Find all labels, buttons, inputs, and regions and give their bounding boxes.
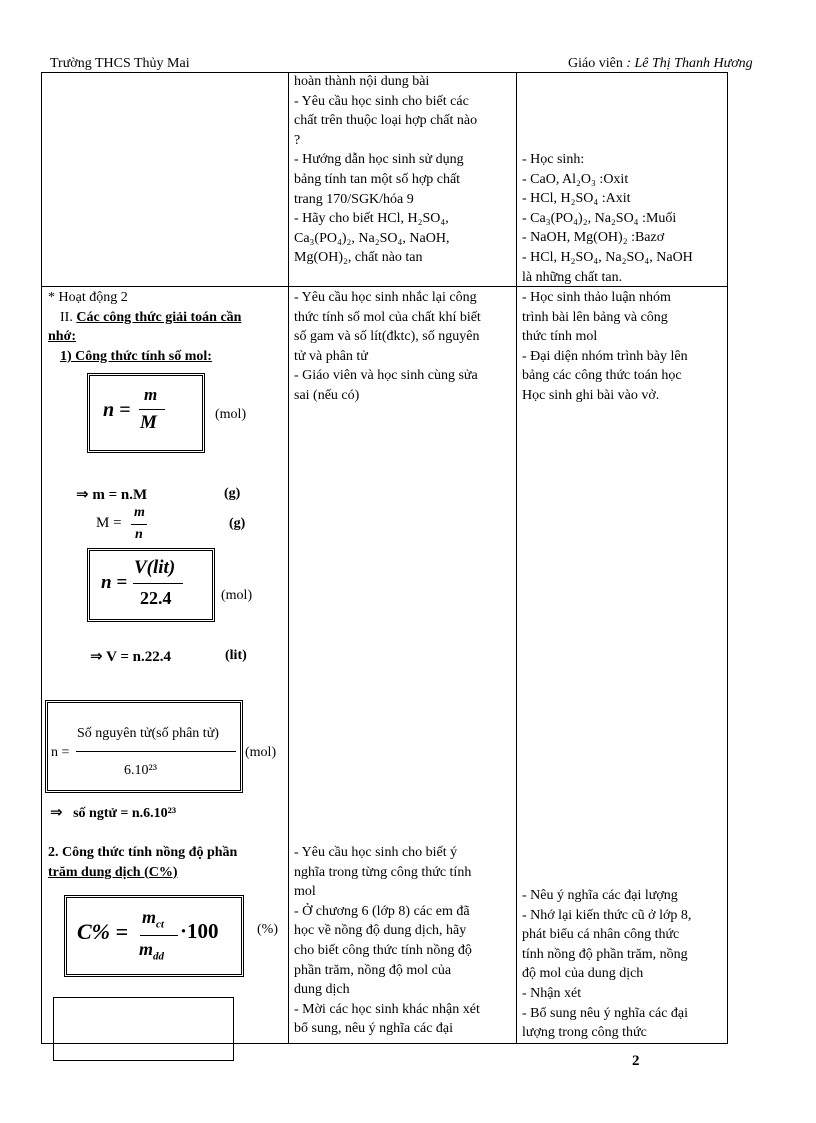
row2-student-activity-a <box>522 288 725 406</box>
text-line: - Bổ sung nêu ý nghĩa các đại <box>522 1005 689 1021</box>
text-line: - Yêu cầu học sinh cho biết các <box>294 93 469 109</box>
text-line: là những chất tan. <box>522 269 623 285</box>
formula-lhs: n = <box>103 399 131 421</box>
formula2-title <box>48 843 284 882</box>
formula-unit: (mol) <box>215 407 247 422</box>
fraction-bar <box>139 409 165 410</box>
text-line: thức tính mol <box>522 329 598 345</box>
text-line: - Mời các học sinh khác nhận xét <box>294 1001 480 1017</box>
formula-denominator: 6.10²³ <box>124 763 157 778</box>
formula1-title: 1) Công thức tính số mol: <box>60 348 212 364</box>
text-line: Học sinh ghi bài vào vở. <box>522 387 660 403</box>
section-number: II. <box>60 309 73 325</box>
text-line: trang 170/SGK/hóa 9 <box>294 191 414 207</box>
formula-lhs: n = <box>101 572 128 593</box>
fraction-bar <box>133 583 183 584</box>
text-line: - CaO, Al₂O₃ :Oxit <box>522 171 629 187</box>
text-line: Ca₃(PO₄)₂, Na₂SO₄, NaOH, <box>294 230 450 246</box>
text-line: - Ca₃(PO₄)₂, Na₂SO₄ :Muối <box>522 210 677 226</box>
table-border-left <box>41 72 42 1044</box>
text-line: - Nhớ lại kiến thức cũ ở lớp 8, <box>522 907 692 923</box>
text-line: Mg(OH)₂, chất nào tan <box>294 250 423 266</box>
text-line: - Học sinh: <box>522 152 585 167</box>
formula-unit: (mol) <box>221 588 253 603</box>
table-divider-1 <box>288 72 289 1044</box>
formula-lhs: C% = <box>77 919 129 944</box>
formula-lhs: M = <box>96 515 122 531</box>
text-line: phần trăm, nồng độ mol của <box>294 962 452 978</box>
row1-student-activity <box>522 150 725 287</box>
text-line: - Giáo viên và học sinh cùng sửa <box>294 368 478 384</box>
text-line: - Học sinh thảo luận nhóm <box>522 290 671 305</box>
row2-student-activity-b <box>522 886 725 1043</box>
formula-numerator: m <box>134 505 145 520</box>
fraction-bar <box>131 524 147 525</box>
formula-atoms <box>50 803 176 822</box>
text-line: nghĩa trong từng công thức tính <box>294 864 472 880</box>
implies-arrow-icon: ⇒ <box>50 803 63 821</box>
formula-unit: (mol) <box>245 745 277 760</box>
teacher-info <box>568 56 753 72</box>
row2-teacher-activity-b <box>294 843 512 1039</box>
text-line: - Hãy cho biết HCl, H₂SO₄, <box>294 211 449 227</box>
formula-particles-box <box>45 700 243 793</box>
text-line: mol <box>294 884 316 900</box>
formula-text: V = n.22.4 <box>106 649 172 665</box>
formula-text: m = n.M <box>92 487 148 503</box>
text-line: số gam và số lít(đktc), số nguyên <box>294 329 480 345</box>
table-border-right <box>727 72 728 1044</box>
formula-volume <box>90 647 171 666</box>
text-line: - HCl, H₂SO₄, Na₂SO₄, NaOH <box>522 249 693 265</box>
formula-numerator: m <box>144 385 158 404</box>
school-name: Trường THCS Thủy Mai <box>50 56 190 71</box>
text-line: - Nhận xét <box>522 985 582 1001</box>
formula-unit: (g) <box>224 486 241 501</box>
text-line: - Yêu cầu học sinh cho biết ý <box>294 845 458 860</box>
formula-denominator: $m_{dd}$ <box>139 939 165 963</box>
text-line: phát biểu cá nhân công thức <box>522 927 680 943</box>
text-line: trình bài lên bảng và công <box>522 309 668 325</box>
fraction-bar <box>76 751 236 752</box>
text-line: học về nồng độ dung dịch, hãy <box>294 923 467 939</box>
text-line: lượng trong công thức <box>522 1025 647 1041</box>
text-line: - Hướng dẫn học sinh sử dụng <box>294 152 464 168</box>
text-line: bảng tính tan một số hợp chất <box>294 171 461 187</box>
implies-arrow-icon: ⇒ <box>90 647 103 665</box>
teacher-name: : Lê Thị Thanh Hương <box>626 56 753 71</box>
table-divider-2 <box>516 72 517 1044</box>
text-line: - Đại diện nhóm trình bày lên <box>522 348 688 364</box>
formula-numerator: Số nguyên tử(số phân tử) <box>77 726 219 741</box>
text-line: 2. Công thức tính nồng độ phần <box>48 845 238 860</box>
text-line: - NaOH, Mg(OH)₂ :Bazơ <box>522 230 665 246</box>
formula-text: số ngtử = n.6.10²³ <box>73 806 177 821</box>
formula-numerator: $m_{ct}$ <box>142 907 164 931</box>
formula-unit: (%) <box>257 922 278 937</box>
formula-denominator: M <box>140 412 157 433</box>
implies-arrow-icon: ⇒ <box>76 485 89 503</box>
text-line: chất trên thuộc loại hợp chất nào <box>294 113 478 129</box>
formula-denominator: 22.4 <box>140 588 172 608</box>
formula-unit: (g) <box>229 516 246 531</box>
section-title-cont: nhớ: <box>48 329 76 345</box>
page-number: 2 <box>632 1053 640 1069</box>
text-line: bổ sung, nêu ý nghĩa các đại <box>294 1021 454 1037</box>
text-line: dung dịch <box>294 982 350 998</box>
text-line: - Ở chương 6 (lớp 8) các em đã <box>294 903 470 919</box>
text-line: hoàn thành nội dung bài <box>294 74 430 89</box>
text-line: độ mol của dung dịch <box>522 966 644 982</box>
section-title: Các công thức giải toán cần <box>76 309 242 325</box>
text-line: trăm dung dịch (C%) <box>48 864 178 880</box>
teacher-label: Giáo viên <box>568 56 623 71</box>
text-line: - Nêu ý nghĩa các đại lượng <box>522 888 678 903</box>
formula-lhs: n = <box>51 745 70 760</box>
text-line: tử và phân tử <box>294 348 368 364</box>
formula-denominator: n <box>135 527 143 542</box>
fraction-bar <box>140 935 178 936</box>
activity-heading <box>48 288 284 366</box>
activity-label: * Hoạt động 2 <box>48 290 128 305</box>
empty-box <box>53 997 234 1061</box>
formula-mass <box>76 485 147 504</box>
text-line: - Yêu cầu học sinh nhắc lại công <box>294 290 477 305</box>
formula-unit: (lit) <box>225 648 247 663</box>
formula-multiplier: ·100 <box>180 919 219 943</box>
text-line: sai (nếu có) <box>294 387 360 403</box>
formula-numerator: V(lit) <box>134 557 176 578</box>
text-line: - HCl, H₂SO₄ :Axit <box>522 191 631 207</box>
row1-teacher-activity <box>294 72 512 268</box>
text-line: bảng các công thức toán học <box>522 368 682 384</box>
text-line: ? <box>294 132 301 148</box>
text-line: cho biết công thức tính nồng độ <box>294 942 472 958</box>
text-line: tính nồng độ phần trăm, nồng <box>522 946 688 962</box>
text-line: thức tính số mol của chất khí biết <box>294 309 481 325</box>
row2-teacher-activity-a <box>294 288 512 406</box>
